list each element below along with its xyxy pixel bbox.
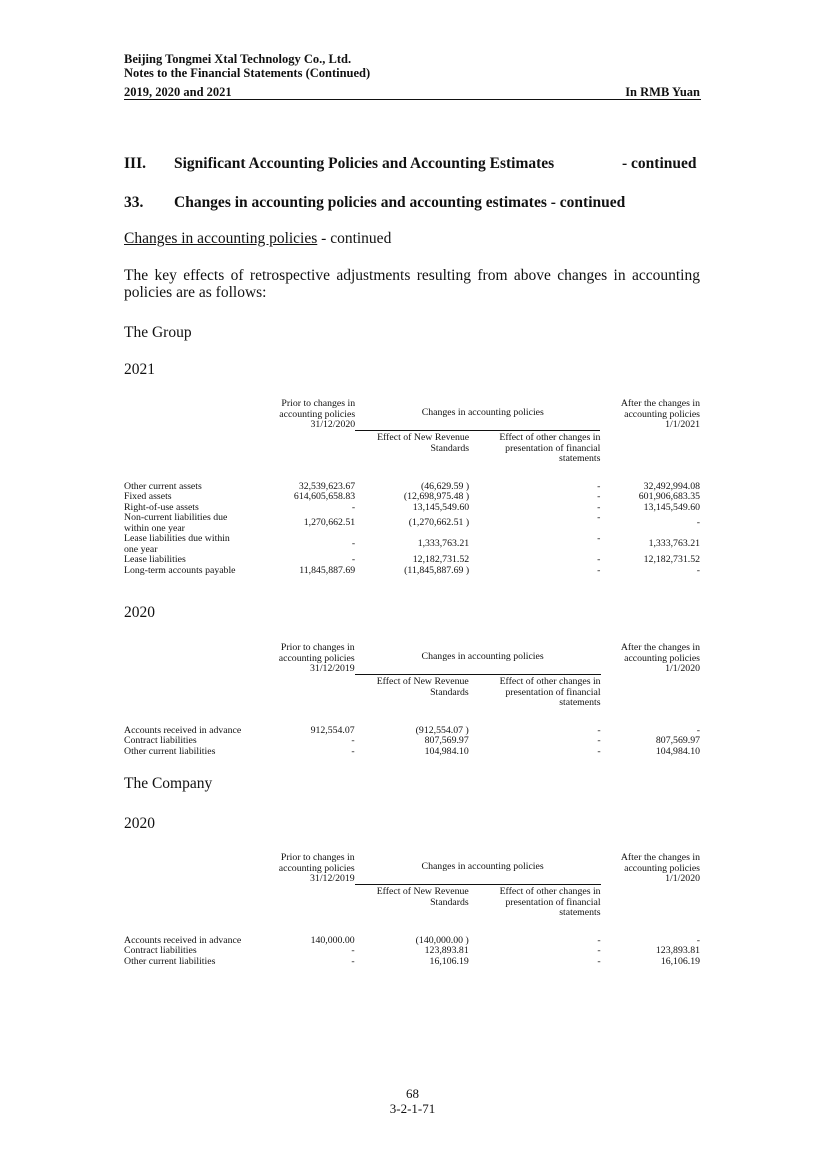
company-name: Beijing Tongmei Xtal Technology Co., Ltd.	[124, 52, 352, 66]
table-row: Other current liabilities - 104,984.10 - 104,984.10	[124, 745, 700, 757]
subheading-underlined: Changes in accounting policies	[124, 230, 318, 247]
table-row: Contract liabilities - 807,569.97 - 807,569.97	[124, 735, 700, 746]
subsection-number: 33.	[124, 194, 144, 211]
table-2021	[124, 399, 700, 576]
date-after: 1/1/2021	[665, 419, 700, 430]
page-reference: 3-2-1-71	[389, 1101, 436, 1116]
section-number: III.	[124, 155, 146, 172]
date-prior: 31/12/2020	[310, 419, 356, 430]
subheading-rest: - continued	[317, 230, 392, 247]
year-2021-label: 2021	[124, 361, 155, 378]
col-after: After the changes in accounting policies	[620, 642, 700, 664]
table-row: Long-term accounts payable 11,845,887.69 (11,845,887.69 ) - -	[124, 564, 700, 576]
table-row: Contract liabilities - 123,893.81 - 123,893.81	[124, 945, 700, 956]
table-2020-company	[124, 853, 700, 967]
date-prior: 31/12/2019	[310, 873, 355, 884]
table-row: Fixed assets 614,605,658.83 (12,698,975.48 ) - 601,906,683.35	[124, 491, 700, 502]
col-prior: Prior to changes in accounting policies	[278, 852, 355, 874]
page-number: 68	[406, 1086, 419, 1101]
col-after: After the changes in accounting policies	[620, 398, 700, 420]
date-after: 1/1/2020	[665, 873, 700, 884]
company-label: The Company	[124, 775, 213, 792]
col-after: After the changes in accounting policies	[620, 852, 700, 874]
table-2020-group	[124, 643, 700, 757]
table-row: Right-of-use assets - 13,145,549.60 - 13,145,549.60	[124, 501, 700, 513]
date-after: 1/1/2020	[665, 663, 700, 674]
col-prior: Prior to changes in accounting policies	[279, 398, 356, 420]
header-divider	[124, 99, 701, 100]
col-other: Effect of other changes in presentation of financial statements	[499, 432, 601, 464]
subsection-title: Changes in accounting policies and accounting estimates - continued	[174, 194, 626, 211]
table-row: Other current assets 32,539,623.67 (46,629.59 ) - 32,492,994.08	[124, 480, 700, 492]
col-new-rev: Effect of New Revenue Standards	[376, 886, 469, 908]
header-years-row	[124, 85, 700, 99]
col-new-rev: Effect of New Revenue Standards	[377, 432, 470, 454]
subheading	[124, 230, 391, 248]
table-header-row	[124, 399, 700, 431]
year-2020-company-label: 2020	[124, 815, 155, 832]
table-row: Accounts received in advance 912,554.07 (912,554.07 ) - -	[124, 724, 700, 736]
col-other: Effect of other changes in presentation of financial statements	[499, 886, 601, 918]
header-years: 2019, 2020 and 2021	[124, 85, 232, 99]
col-prior: Prior to changes in accounting policies	[278, 642, 355, 664]
section-continued: - continued	[622, 155, 697, 172]
notes-title: Notes to the Financial Statements (Continued)	[124, 66, 371, 80]
table-row: Lease liabilities due within one year - 1,333,763.21 - 1,333,763.21	[124, 533, 700, 555]
table-row: Non-current liabilities due within one year 1,270,662.51 (1,270,662.51 ) - -	[124, 512, 700, 534]
section-title: Significant Accounting Policies and Accounting Estimates	[174, 155, 555, 172]
group-label: The Group	[124, 324, 192, 341]
table-row: Lease liabilities - 12,182,731.52 - 12,182,731.52	[124, 554, 700, 565]
intro-paragraph: The key effects of retrospective adjustments resulting from above changes in accounting policies are as follows:	[124, 267, 700, 301]
table-row: Accounts received in advance 140,000.00 (140,000.00 ) - -	[124, 934, 700, 946]
col-other: Effect of other changes in presentation of financial statements	[499, 676, 601, 708]
col-changes: Changes in accounting policies	[421, 407, 544, 418]
col-changes: Changes in accounting policies	[421, 651, 544, 662]
header-currency: In RMB Yuan	[625, 85, 700, 99]
date-prior: 31/12/2019	[310, 663, 355, 674]
year-2020-label: 2020	[124, 604, 155, 621]
col-new-rev: Effect of New Revenue Standards	[376, 676, 469, 698]
col-changes: Changes in accounting policies	[421, 861, 544, 872]
table-row: Other current liabilities - 16,106.19 - 16,106.19	[124, 955, 700, 967]
